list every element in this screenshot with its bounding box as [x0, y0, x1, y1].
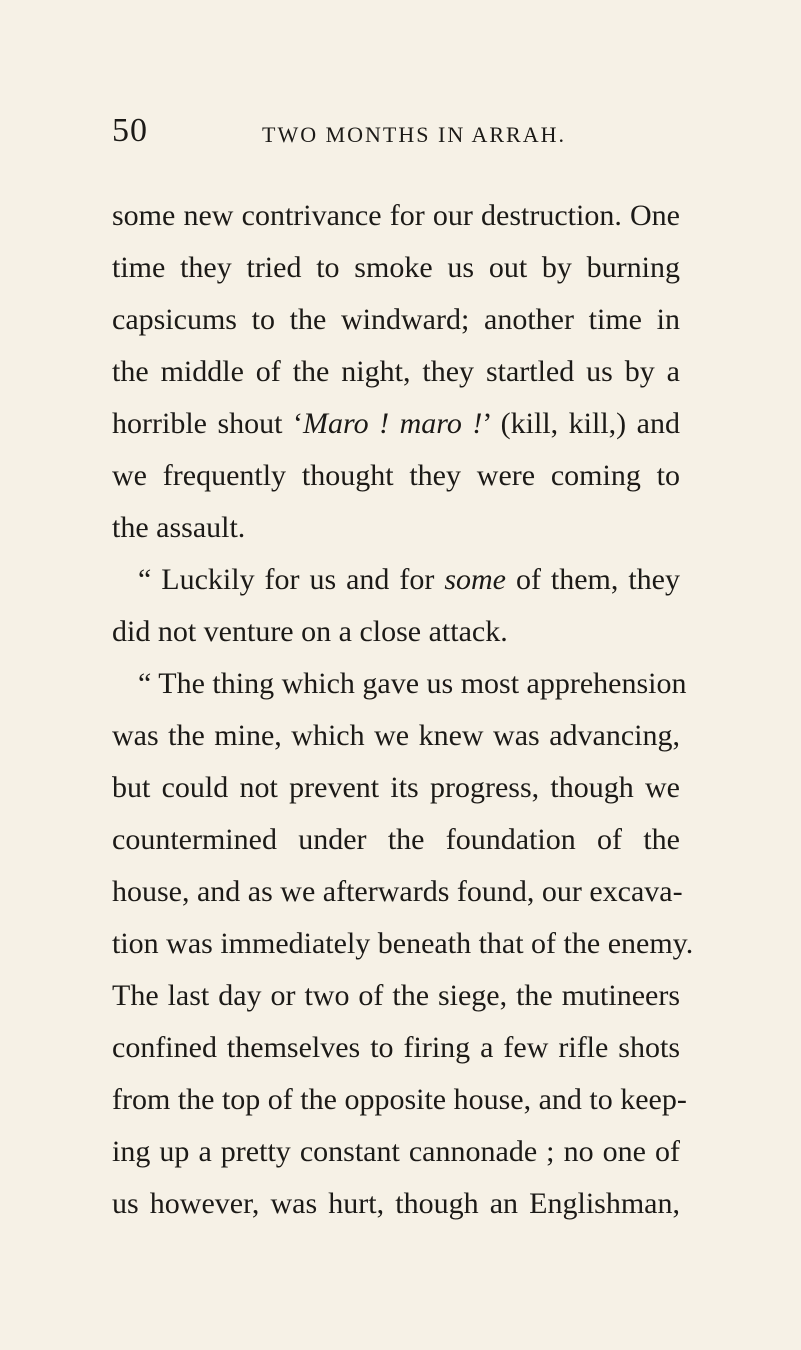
text-line: “ The thing which gave us most apprehension	[138, 667, 687, 700]
text-segment: horrible shout ‘	[112, 407, 304, 440]
running-title: TWO MONTHS IN ARRAH.	[262, 122, 566, 147]
body-text	[112, 190, 694, 1230]
text-line: the middle of the night, they startled us by a	[112, 355, 680, 388]
italic-phrase: Maro ! maro !	[303, 407, 483, 440]
text-line: from the top of the opposite house, and to keep-	[112, 1083, 687, 1116]
text-line: some new contrivance for our destruction. One	[112, 199, 680, 232]
text-line: time they tried to smoke us out by burning	[112, 251, 680, 284]
text-line	[112, 554, 680, 606]
text-line: we frequently thought they were coming to	[112, 459, 680, 492]
text-line: the assault.	[112, 511, 246, 544]
text-line: but could not prevent its progress, though we	[112, 771, 680, 804]
text-line: was the mine, which we knew was advancing,	[112, 719, 680, 752]
text-line: The last day or two of the siege, the mutineers	[112, 979, 680, 1012]
page-header	[112, 112, 672, 152]
page-number: 50	[112, 112, 148, 149]
text-line: confined themselves to firing a few rifle shots	[112, 1031, 680, 1064]
text-segment: “ Luckily for us and for	[138, 563, 445, 596]
text-line: house, and as we afterwards found, our excava-	[112, 875, 683, 908]
text-line: countermined under the foundation of the	[112, 823, 680, 856]
text-segment: of them, they	[505, 563, 680, 596]
italic-word: some	[444, 563, 506, 596]
text-line: us however, was hurt, though an Englishman,	[112, 1187, 680, 1220]
text-line: ing up a pretty constant cannonade ; no one of	[112, 1135, 680, 1168]
text-line: tion was immediately beneath that of the enemy.	[112, 927, 694, 960]
text-segment: ’ (kill, kill,) and	[482, 407, 680, 440]
text-line: did not venture on a close attack.	[112, 615, 508, 648]
text-line: capsicums to the windward; another time in	[112, 303, 680, 336]
text-line	[112, 398, 680, 450]
